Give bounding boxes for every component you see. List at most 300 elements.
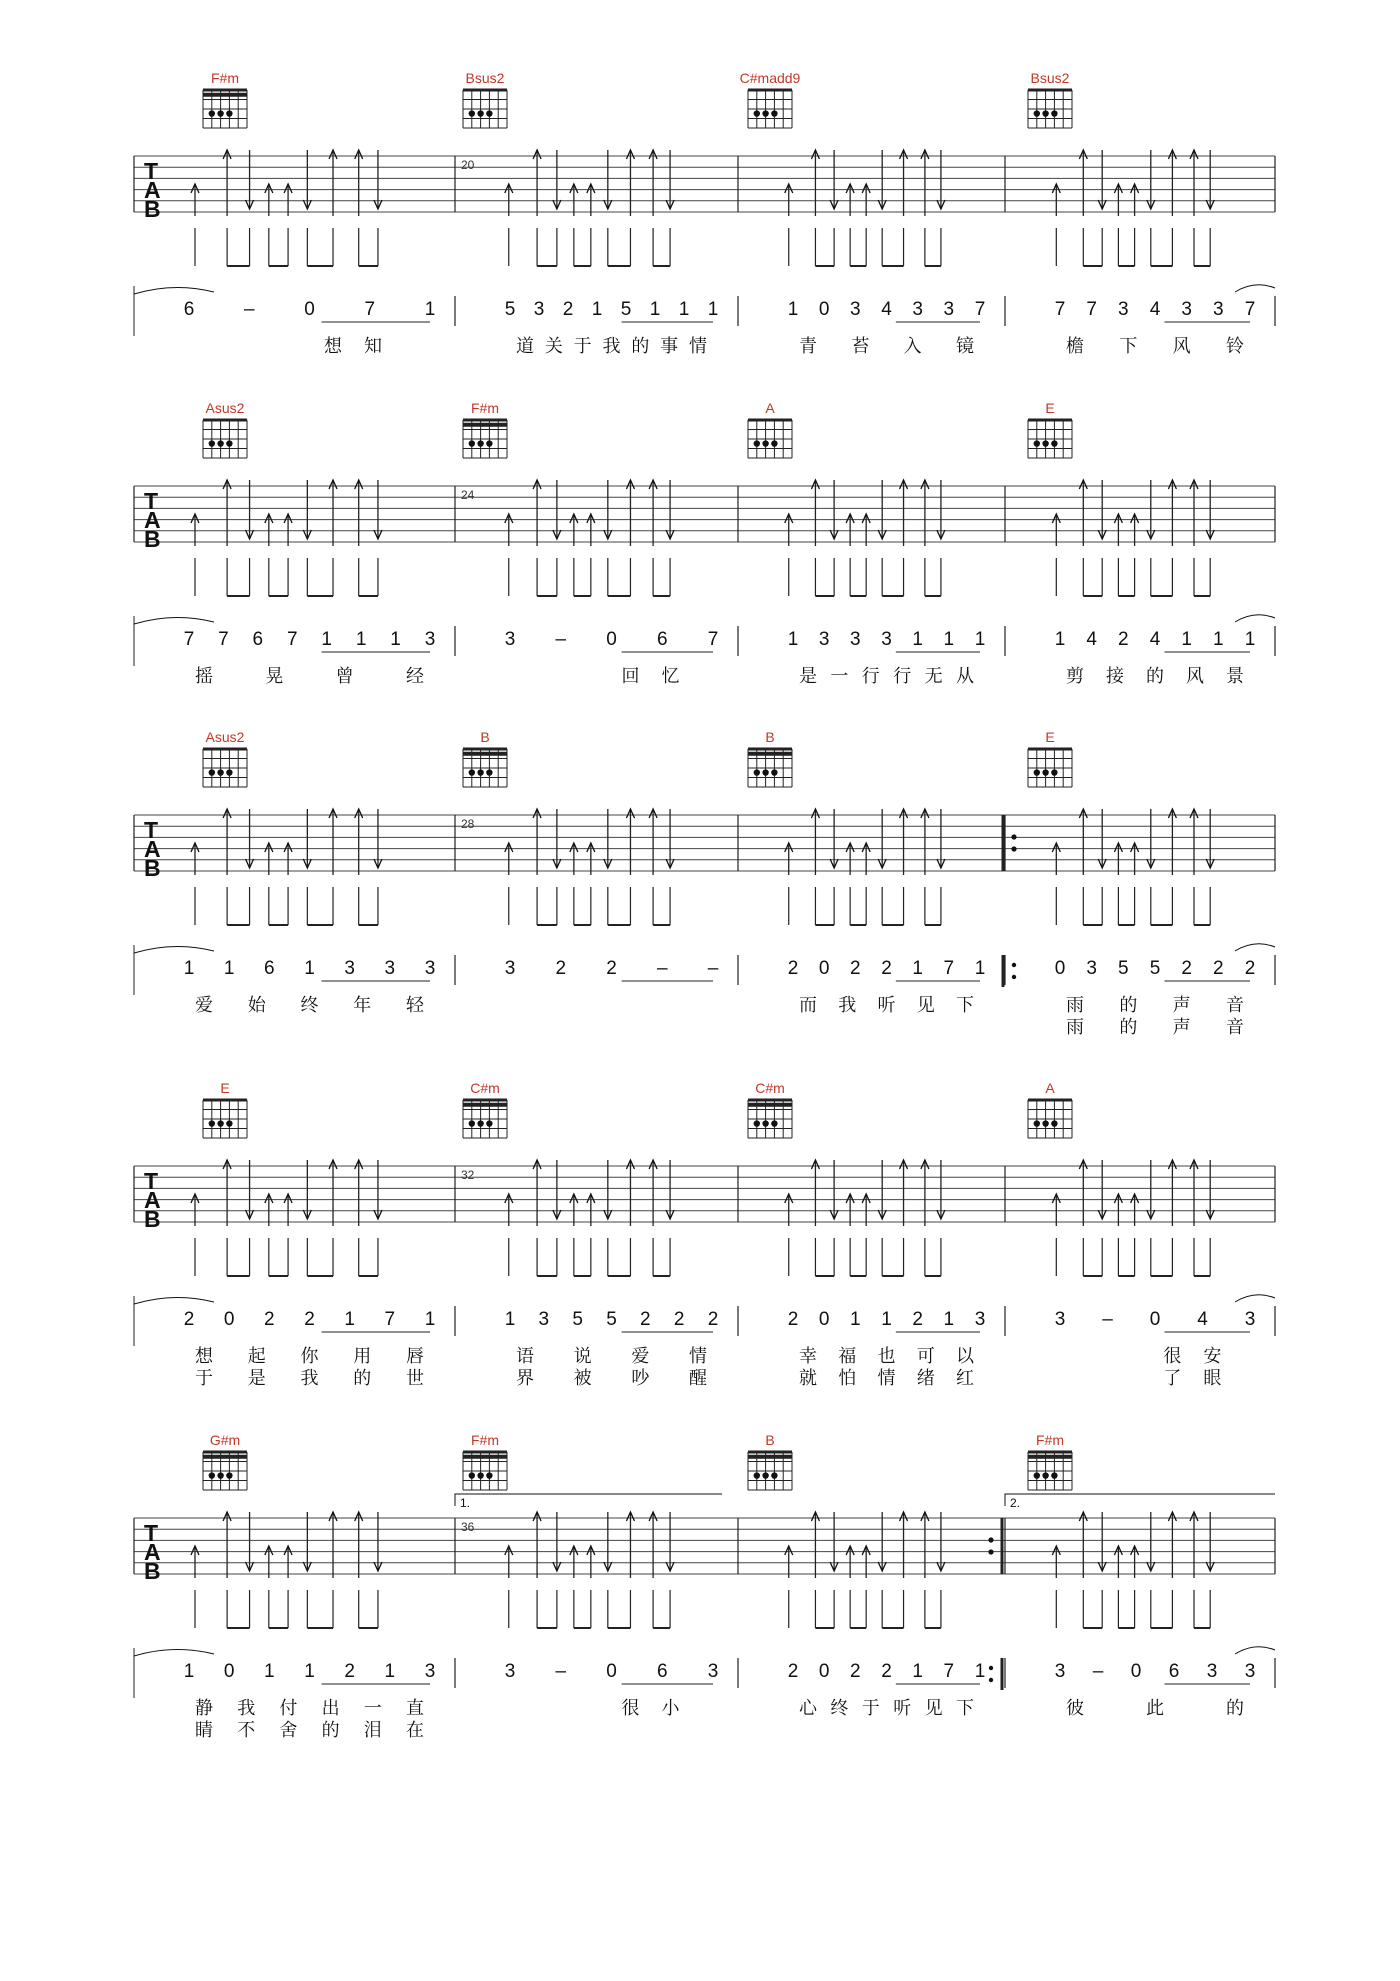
chord-finger-dot [226,1120,232,1126]
lyric-char: 见 [916,995,935,1015]
lyric-char: 始 [247,995,266,1015]
lyric-char: 下 [956,995,974,1015]
chord-name: Bsus2 [465,70,505,86]
jianpu-note: 3 [424,958,436,979]
jianpu-note: 7 [974,299,986,320]
chord-finger-dot [469,769,475,775]
jianpu-note: 1 [850,1309,861,1330]
jianpu-note: 1 [881,1309,892,1330]
lyric-char: 镜 [956,336,974,356]
jianpu-note: 1 [1213,629,1224,650]
lyric-char: 情 [689,336,707,356]
chord-finger-dot [209,1120,215,1126]
lyric-char: 雨 [1066,995,1084,1015]
lyric-char: 我 [300,1368,319,1388]
jianpu-note: 2 [1118,629,1129,650]
jianpu-note: 5 [620,299,632,320]
lyric-char: 接 [1106,666,1124,686]
jianpu-note: 1 [321,629,332,650]
jianpu-note: 1 [384,1661,396,1682]
jianpu-note: 3 [424,629,436,650]
chord-finger-dot [217,769,223,775]
lyric-char: 的 [1226,1698,1244,1718]
lyric-char: 从 [956,666,974,686]
duration-dash: – [1092,1661,1104,1682]
jianpu-note: 1 [223,958,235,979]
jianpu-note: 4 [1086,629,1097,650]
chord-name: G#m [209,1432,241,1448]
jianpu-note: 2 [787,1309,799,1330]
jianpu-note: 1 [912,629,923,650]
jianpu-note: 7 [1244,299,1256,320]
jianpu-note: 0 [304,299,315,320]
jianpu-note: 1 [707,299,719,320]
chord-name: B [765,729,775,745]
chord-finger-dot [486,440,492,446]
repeat-dot [988,1537,993,1542]
lyric-char: 的 [1146,666,1164,686]
chord-finger-dot [1042,440,1048,446]
lyric-char: 说 [573,1346,592,1366]
chord-finger-dot [486,1472,492,1478]
jianpu-note: 7 [707,629,719,650]
chord-finger-dot [209,769,215,775]
tab-letter-t: T [144,488,159,514]
lyric-char: 界 [516,1368,534,1388]
jianpu-note: 0 [223,1661,235,1682]
lyric-char: 音 [1226,995,1244,1015]
chord-finger-dot [477,1120,483,1126]
jianpu-note: 0 [606,1661,617,1682]
chord-name: B [480,729,490,745]
jianpu-note: 7 [1054,299,1066,320]
jianpu-note: 2 [606,958,617,979]
lyric-char: 经 [406,666,424,686]
chord-finger-dot [771,110,777,116]
chord-finger-dot [771,769,777,775]
lyric-char: 出 [321,1698,340,1718]
lyric-char: 在 [406,1720,424,1740]
bar-number: 24 [461,488,475,502]
lyric-char: 风 [1186,666,1204,686]
jianpu-note: 1 [943,629,955,650]
jianpu-note: 0 [1054,958,1066,979]
tab-letter-b: B [144,855,161,881]
lyric-char: 泪 [363,1720,382,1740]
jianpu-note: 3 [504,958,516,979]
chord-finger-dot [754,769,760,775]
jianpu-note: 1 [591,299,603,320]
chord-finger-dot [486,110,492,116]
lyric-char: 起 [247,1346,266,1366]
chord-finger-dot [226,1472,232,1478]
jianpu-note: 2 [881,958,892,979]
lyric-char: 忆 [661,666,680,686]
lyric-char: 下 [956,1698,974,1718]
bar-number: 36 [461,1520,475,1534]
jianpu-note: 2 [912,1309,923,1330]
jianpu-note: 3 [1213,299,1224,320]
chord-finger-dot [477,110,483,116]
jianpu-note: 3 [850,299,861,320]
lyric-char: 入 [903,336,922,356]
lyric-char: 很 [1163,1346,1182,1366]
tie-arc [1235,1647,1275,1654]
lyric-char: 语 [516,1346,534,1366]
jianpu-note: 2 [850,958,861,979]
jianpu-note: 1 [264,1661,275,1682]
chord-finger-dot [1034,1472,1040,1478]
chord-finger-dot [477,1472,483,1478]
lyric-char: 睛 [195,1720,213,1740]
chord-finger-dot [217,110,223,116]
lyric-char: 想 [324,336,343,356]
lyric-char: 檐 [1066,336,1084,356]
repeat-dot [1012,963,1016,967]
chord-finger-dot [771,440,777,446]
jianpu-note: 1 [974,1661,986,1682]
jianpu-note: 2 [1244,958,1256,979]
lyric-char: 终 [830,1698,849,1718]
jianpu-note: 1 [974,958,986,979]
chord-finger-dot [762,110,768,116]
chord-finger-dot [226,769,232,775]
tie-arc [1235,944,1275,951]
chord-finger-dot [209,440,215,446]
jianpu-note: 2 [344,1661,355,1682]
duration-dash: – [707,958,719,979]
first-ending-label: 1. [460,1496,471,1510]
jianpu-note: 1 [1244,629,1256,650]
jianpu-note: 5 [1149,958,1161,979]
chord-finger-dot [209,110,215,116]
chord-finger-dot [226,110,232,116]
jianpu-note: 4 [1197,1309,1208,1330]
jianpu-note: 2 [264,1309,275,1330]
jianpu-note: 6 [183,299,195,320]
jianpu-note: 2 [673,1309,685,1330]
lyric-char: 年 [353,995,372,1015]
bar-number: 28 [461,817,475,831]
tab-letter-b: B [144,1558,161,1584]
repeat-dot [1011,834,1016,839]
lyric-char: 醒 [689,1368,707,1388]
lyric-char: 雨 [1066,1017,1084,1037]
second-ending-label: 2. [1010,1496,1021,1510]
chord-finger-dot [486,1120,492,1126]
jianpu-note: 2 [707,1309,719,1330]
tab-letter-a: A [144,1187,161,1213]
jianpu-note: 2 [183,1309,195,1330]
chord-name: E [1045,729,1055,745]
lyric-char: 付 [279,1698,298,1718]
chord-finger-dot [771,1120,777,1126]
jianpu-note: 2 [304,1309,315,1330]
jianpu-note: 3 [1054,1309,1066,1330]
chord-finger-dot [217,1472,223,1478]
chord-name: E [1045,400,1055,416]
tab-letter-a: A [144,177,161,203]
jianpu-note: 1 [1181,629,1192,650]
lyric-char: 而 [799,995,817,1015]
repeat-dot [988,1549,993,1554]
chord-finger-dot [217,440,223,446]
jianpu-note: 1 [912,1661,923,1682]
lyric-char: 轻 [406,995,424,1015]
lyric-char: 的 [631,336,650,356]
chord-finger-dot [762,1472,768,1478]
jianpu-note: 3 [1118,299,1129,320]
jianpu-note: 3 [1054,1661,1066,1682]
chord-finger-dot [226,440,232,446]
lyric-char: 唇 [406,1346,424,1366]
tab-letter-t: T [144,1520,159,1546]
lyric-char: 的 [353,1368,372,1388]
lyric-char: 就 [799,1368,817,1388]
chord-finger-dot [1042,110,1048,116]
tie-arc [134,287,214,294]
jianpu-note: 1 [943,1309,955,1330]
jianpu-note: 3 [818,629,830,650]
duration-dash: – [555,629,567,650]
jianpu-note: 2 [555,958,567,979]
chord-name: B [765,1432,775,1448]
jianpu-note: 3 [881,629,892,650]
tie-arc [134,946,214,953]
jianpu-note: 4 [1149,299,1161,320]
lyric-char: 声 [1172,1017,1191,1037]
jianpu-note: 1 [787,629,799,650]
jianpu-note: 3 [504,629,516,650]
chord-finger-dot [1034,440,1040,446]
chord-finger-dot [1051,769,1057,775]
jianpu-note: 6 [656,629,668,650]
chord-name: F#m [471,400,499,416]
lyric-char: 剪 [1066,666,1084,686]
lyric-char: 终 [300,995,319,1015]
chord-finger-dot [1042,1472,1048,1478]
lyric-char: 行 [861,666,880,686]
lyric-char: 声 [1172,995,1191,1015]
jianpu-note: 0 [1149,1309,1161,1330]
lyric-char: 苔 [851,336,870,356]
jianpu-note: 6 [264,958,275,979]
jianpu-note: 1 [304,1661,315,1682]
chord-finger-dot [469,1120,475,1126]
chord-finger-dot [1034,769,1040,775]
chord-name: E [220,1080,230,1096]
jianpu-note: 7 [1086,299,1097,320]
chord-name: C#m [470,1080,500,1096]
lyric-char: 很 [621,1698,640,1718]
chord-finger-dot [1051,1472,1057,1478]
duration-dash: – [1102,1309,1113,1330]
tab-letter-a: A [144,1539,161,1565]
jianpu-note: 1 [183,1661,195,1682]
tie-arc [134,617,214,624]
jianpu-note: 3 [707,1661,719,1682]
chord-finger-dot [762,440,768,446]
lyric-char: 道 [516,336,534,356]
lyric-char: 眼 [1203,1368,1222,1388]
lyric-char: 于 [573,336,592,356]
chord-name: F#m [471,1432,499,1448]
lyric-char: 你 [300,1346,319,1366]
jianpu-note: 1 [355,629,367,650]
jianpu-note: 0 [818,299,830,320]
jianpu-note: 3 [533,299,545,320]
jianpu-note: 1 [424,1309,436,1330]
jianpu-note: 2 [562,299,574,320]
jianpu-note: 0 [818,1661,830,1682]
lyric-char: 听 [893,1698,912,1718]
tab-letter-b: B [144,526,161,552]
lyric-char: 一 [830,666,849,686]
jianpu-note: 3 [1206,1661,1218,1682]
lyric-char: 风 [1172,336,1191,356]
tie-arc [1235,615,1275,622]
jianpu-note: 1 [678,299,690,320]
lyric-char: 此 [1146,1698,1164,1718]
lyric-char: 吵 [631,1368,650,1388]
jianpu-note: 3 [912,299,923,320]
lyric-char: 曾 [335,666,354,686]
lyric-char: 无 [924,666,943,686]
jianpu-note: 1 [344,1309,355,1330]
tie-arc [1235,1295,1275,1302]
tab-letter-b: B [144,1206,161,1232]
jianpu-note: 2 [787,1661,799,1682]
lyric-char: 音 [1226,1017,1244,1037]
jianpu-note: 3 [1244,1661,1256,1682]
chord-finger-dot [1042,769,1048,775]
lyric-char: 晃 [265,666,284,686]
lyric-char: 以 [956,1346,974,1366]
lyric-char: 我 [602,336,621,356]
chord-name: C#madd9 [739,70,801,86]
duration-dash: – [656,958,668,979]
chord-name: A [1045,1080,1055,1096]
chord-name: F#m [211,70,239,86]
jianpu-note: 0 [606,629,617,650]
jianpu-note: 1 [974,629,986,650]
jianpu-note: 2 [640,1309,651,1330]
lyric-char: 舍 [279,1720,298,1740]
chord-finger-dot [1034,110,1040,116]
repeat-dot [1012,975,1016,979]
jianpu-note: 5 [572,1309,583,1330]
lyric-char: 爱 [631,1346,650,1366]
lyric-char: 可 [916,1346,935,1366]
jianpu-note: 5 [1118,958,1129,979]
lyric-char: 是 [247,1368,266,1388]
lyric-char: 听 [877,995,896,1015]
lyric-char: 的 [1119,1017,1138,1037]
jianpu-note: 3 [943,299,955,320]
lyric-char: 心 [799,1698,817,1718]
lyric-char: 事 [660,336,679,356]
jianpu-note: 4 [881,299,892,320]
jianpu-note: 3 [1244,1309,1256,1330]
lyric-char: 见 [924,1698,943,1718]
jianpu-note: 3 [1181,299,1192,320]
lyric-char: 我 [237,1698,256,1718]
jianpu-note: 0 [223,1309,235,1330]
lyric-char: 彼 [1066,1698,1084,1718]
chord-finger-dot [1034,1120,1040,1126]
chord-finger-dot [477,440,483,446]
duration-dash: – [243,299,255,320]
chord-finger-dot [469,440,475,446]
jianpu-note: 3 [1086,958,1097,979]
chord-finger-dot [469,1472,475,1478]
lyric-char: 红 [956,1368,974,1388]
jianpu-note: 7 [364,299,376,320]
lyric-char: 想 [195,1346,213,1366]
chord-finger-dot [486,769,492,775]
lyric-char: 了 [1163,1368,1182,1388]
bar-number: 20 [461,158,475,172]
jianpu-note: 2 [881,1661,892,1682]
lyric-char: 情 [689,1346,707,1366]
lyric-char: 一 [363,1698,382,1718]
lyric-char: 情 [877,1368,896,1388]
chord-finger-dot [1051,1120,1057,1126]
lyric-char: 青 [799,336,817,356]
jianpu-note: 4 [1149,629,1161,650]
lyric-char: 铃 [1226,336,1244,356]
lyric-char: 小 [661,1698,680,1718]
tie-arc [134,1297,214,1304]
chord-finger-dot [1051,440,1057,446]
jianpu-note: 1 [649,299,661,320]
tie-arc [1235,285,1275,292]
jianpu-note: 5 [606,1309,617,1330]
jianpu-note: 7 [286,629,298,650]
bar-number: 32 [461,1168,475,1182]
chord-finger-dot [209,1472,215,1478]
tab-letter-b: B [144,196,161,222]
lyric-char: 回 [621,666,640,686]
jianpu-note: 2 [787,958,799,979]
lyric-char: 幸 [799,1346,817,1366]
tie-arc [134,1649,214,1656]
chord-finger-dot [754,440,760,446]
jianpu-note: 3 [974,1309,986,1330]
chord-finger-dot [754,1472,760,1478]
lyric-char: 直 [406,1698,424,1718]
lyric-char: 世 [406,1368,424,1388]
lyric-char: 摇 [195,666,213,686]
lyric-char: 也 [877,1346,896,1366]
duration-dash: – [555,1661,567,1682]
lyric-char: 用 [353,1346,372,1366]
chord-finger-dot [754,1120,760,1126]
jianpu-note: 6 [1168,1661,1180,1682]
jianpu-note: 0 [818,1309,830,1330]
jianpu-note: 2 [1181,958,1192,979]
chord-finger-dot [477,769,483,775]
chord-finger-dot [771,1472,777,1478]
jianpu-note: 2 [1213,958,1224,979]
chord-name: F#m [1036,1432,1064,1448]
chord-finger-dot [754,110,760,116]
lyric-char: 我 [838,995,857,1015]
lyric-char: 于 [195,1368,213,1388]
jianpu-note: 1 [1054,629,1066,650]
jianpu-note: 0 [818,958,830,979]
jianpu-note: 1 [504,1309,516,1330]
